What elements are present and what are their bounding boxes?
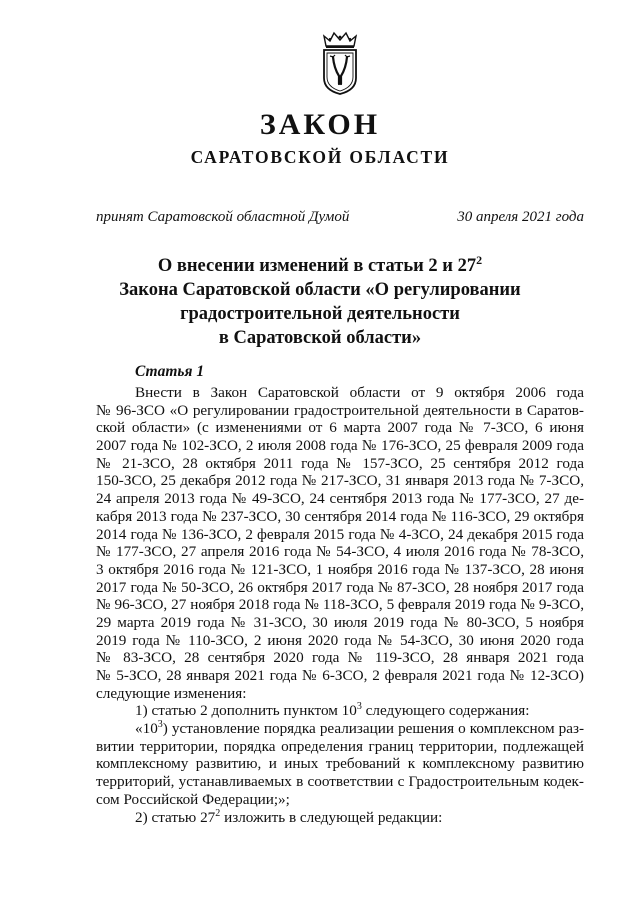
law-title: ЗАКОН: [259, 108, 381, 141]
body-line: 2014 года № 136-ЗСО, 2 февраля 2015 года № 4-ЗСО, 24 декабря 2015 года: [96, 525, 584, 543]
adopted-by: принят Саратовской областной Думой: [96, 209, 350, 225]
article-heading: Статья 1: [135, 363, 205, 380]
body-line: 3 октября 2016 года № 121-ЗСО, 1 ноября 2016 года № 137-ЗСО, 28 июня: [96, 560, 584, 578]
saratov-coat-of-arms-icon: [318, 30, 362, 96]
amendment-item-2: 2) статью $27^2$ изложить в следующей редакции:: [135, 807, 443, 826]
document-title-line-2: Закона Саратовской области «О регулировании: [119, 280, 521, 300]
body-line: № 96-ЗСО «О регулировании градостроительной деятельности в Саратов-: [96, 401, 584, 419]
body-line: № 177-ЗСО, 27 апреля 2016 года № 54-ЗСО, 4 июля 2016 года № 78-ЗСО,: [96, 543, 584, 561]
body-line: № 96-ЗСО, 27 ноября 2018 года № 118-ЗСО, 5 февраля 2019 года № 9-ЗСО,: [96, 596, 584, 614]
quote-line: витии территории, порядка определения границ территории, подлежащей: [96, 737, 584, 755]
article-body: [96, 384, 584, 826]
document-title-line-3: градостроительной деятельности: [180, 304, 460, 324]
body-line: № 21-ЗСО, 28 октября 2011 года № 157-ЗСО, 25 сентября 2012 года: [96, 454, 584, 472]
body-line: Внести в Закон Саратовской области от 9 октября 2006 года: [135, 384, 584, 401]
body-line: 150-ЗСО, 25 декабря 2012 года № 217-ЗСО, 31 января 2013 года № 7-ЗСО,: [96, 472, 584, 490]
quote-line: территорий, устанавливаемых в соответствии с Градостроительным кодек-: [96, 773, 584, 791]
body-line: 24 апреля 2013 года № 49-ЗСО, 24 сентября 2013 года № 177-ЗСО, 27 де-: [96, 490, 584, 508]
body-line: кабря 2013 года № 237-ЗСО, 30 сентября 2014 года № 116-ЗСО, 29 октября: [96, 507, 584, 525]
amendment-item-1: 1) статью 2 дополнить пунктом $10^3$ следующего содержания:: [135, 701, 530, 720]
body-line: ской области» (с изменениями от 6 марта 2007 года № 7-ЗСО, 6 июня: [96, 419, 584, 437]
body-line: 29 марта 2019 года № 31-ЗСО, 30 июля 2019 года № 80-ЗСО, 5 ноября: [96, 613, 584, 631]
adoption-date: 30 апреля 2021 года: [457, 209, 584, 225]
document-title: [0, 254, 640, 350]
document-title-line-1: О внесении изменений в статьи 2 и $27^2$: [157, 252, 483, 276]
quote-line: сом Российской Федерации;»;: [96, 790, 290, 808]
body-line: 2019 года № 110-ЗСО, 2 июня 2020 года № 54-ЗСО, 30 июня 2020 года: [96, 631, 584, 649]
body-line: 2017 года № 50-ЗСО, 26 октября 2017 года № 87-ЗСО, 28 ноября 2017 года: [96, 578, 584, 596]
quote-line: комплексному развитию, и иных требований к комплексному развитию: [96, 755, 584, 773]
quote-line: «$10^3$) установление порядка реализации решения о комплексном раз-: [135, 719, 584, 738]
body-line: № 83-ЗСО, 28 сентября 2020 года № 119-ЗСО, 28 января 2021 года: [96, 649, 584, 667]
law-subtitle: САРАТОВСКОЙ ОБЛАСТИ: [190, 147, 450, 167]
body-line: следующие изменения:: [96, 684, 247, 702]
body-line: 2007 года № 102-ЗСО, 2 июля 2008 года № 176-ЗСО, 25 февраля 2009 года: [96, 437, 584, 455]
document-title-line-4: в Саратовской области»: [218, 328, 422, 348]
body-line: № 5-ЗСО, 28 января 2021 года № 6-ЗСО, 2 февраля 2021 года № 12-ЗСО): [96, 667, 584, 684]
